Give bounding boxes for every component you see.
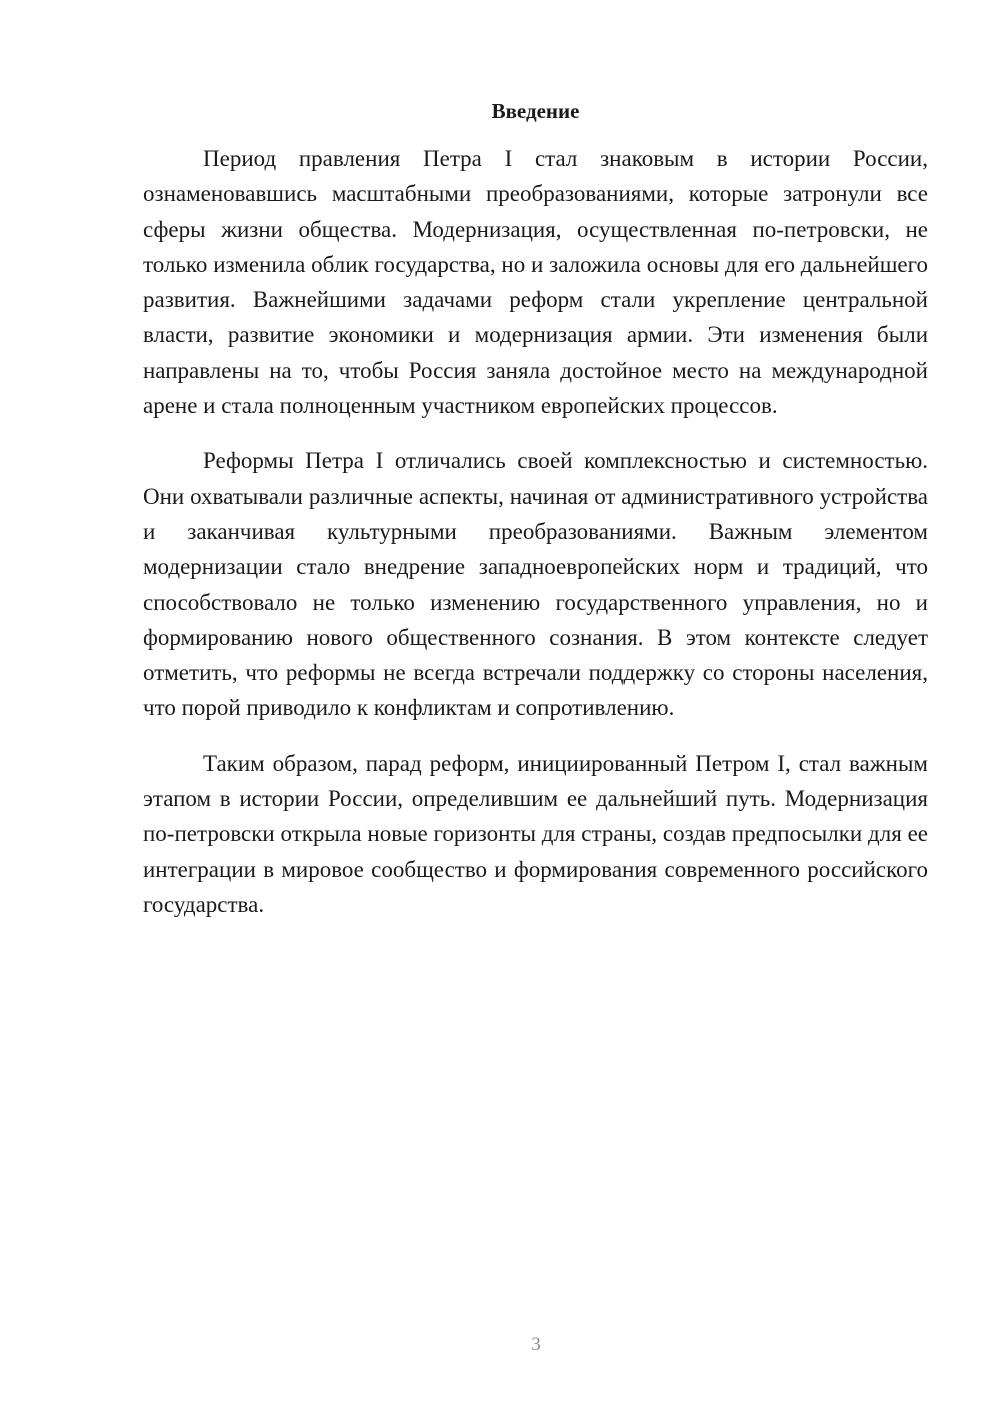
- page-number: 3: [531, 1334, 541, 1355]
- section-heading: Введение: [491, 99, 580, 123]
- body-text: [143, 141, 928, 922]
- paragraph-2: Реформы Петра I отличались своей комплексностью и системностью. Они охватывали различные аспекты, начиная от административного устройства и заканчивая культурными преобразованиями. Важным элементом модернизации стало внедрение западноевропейских норм и традиций, что способствовало не только изменению государственного управления, но и формированию нового общественного сознания. В этом контексте следует отметить, что реформы не всегда встречали поддержку со стороны населения, что порой приводило к конфликтам и сопротивлению.: [143, 448, 928, 721]
- paragraph-3: Таким образом, парад реформ, инициированный Петром I, стал важным этапом в истории России, определившим ее дальнейший путь. Модернизация по-петровски открыла новые горизонты для страны, создав предпосылки для ее интеграции в мировое сообщество и формирования современного российского государства.: [143, 750, 928, 917]
- paragraph-1: Период правления Петра I стал знаковым в истории России, ознаменовавшись масштабными преобразованиями, которые затронули все сферы жизни общества. Модернизация, осуществленная по-петровски, не только изменила облик государства, но и заложила основы для его дальнейшего развития. Важнейшими задачами реформ стали укрепление центральной власти, развитие экономики и модернизация армии. Эти изменения были направлены на то, чтобы Россия заняла достойное место на международной арене и стала полноценным участником европейских процессов.: [143, 146, 928, 419]
